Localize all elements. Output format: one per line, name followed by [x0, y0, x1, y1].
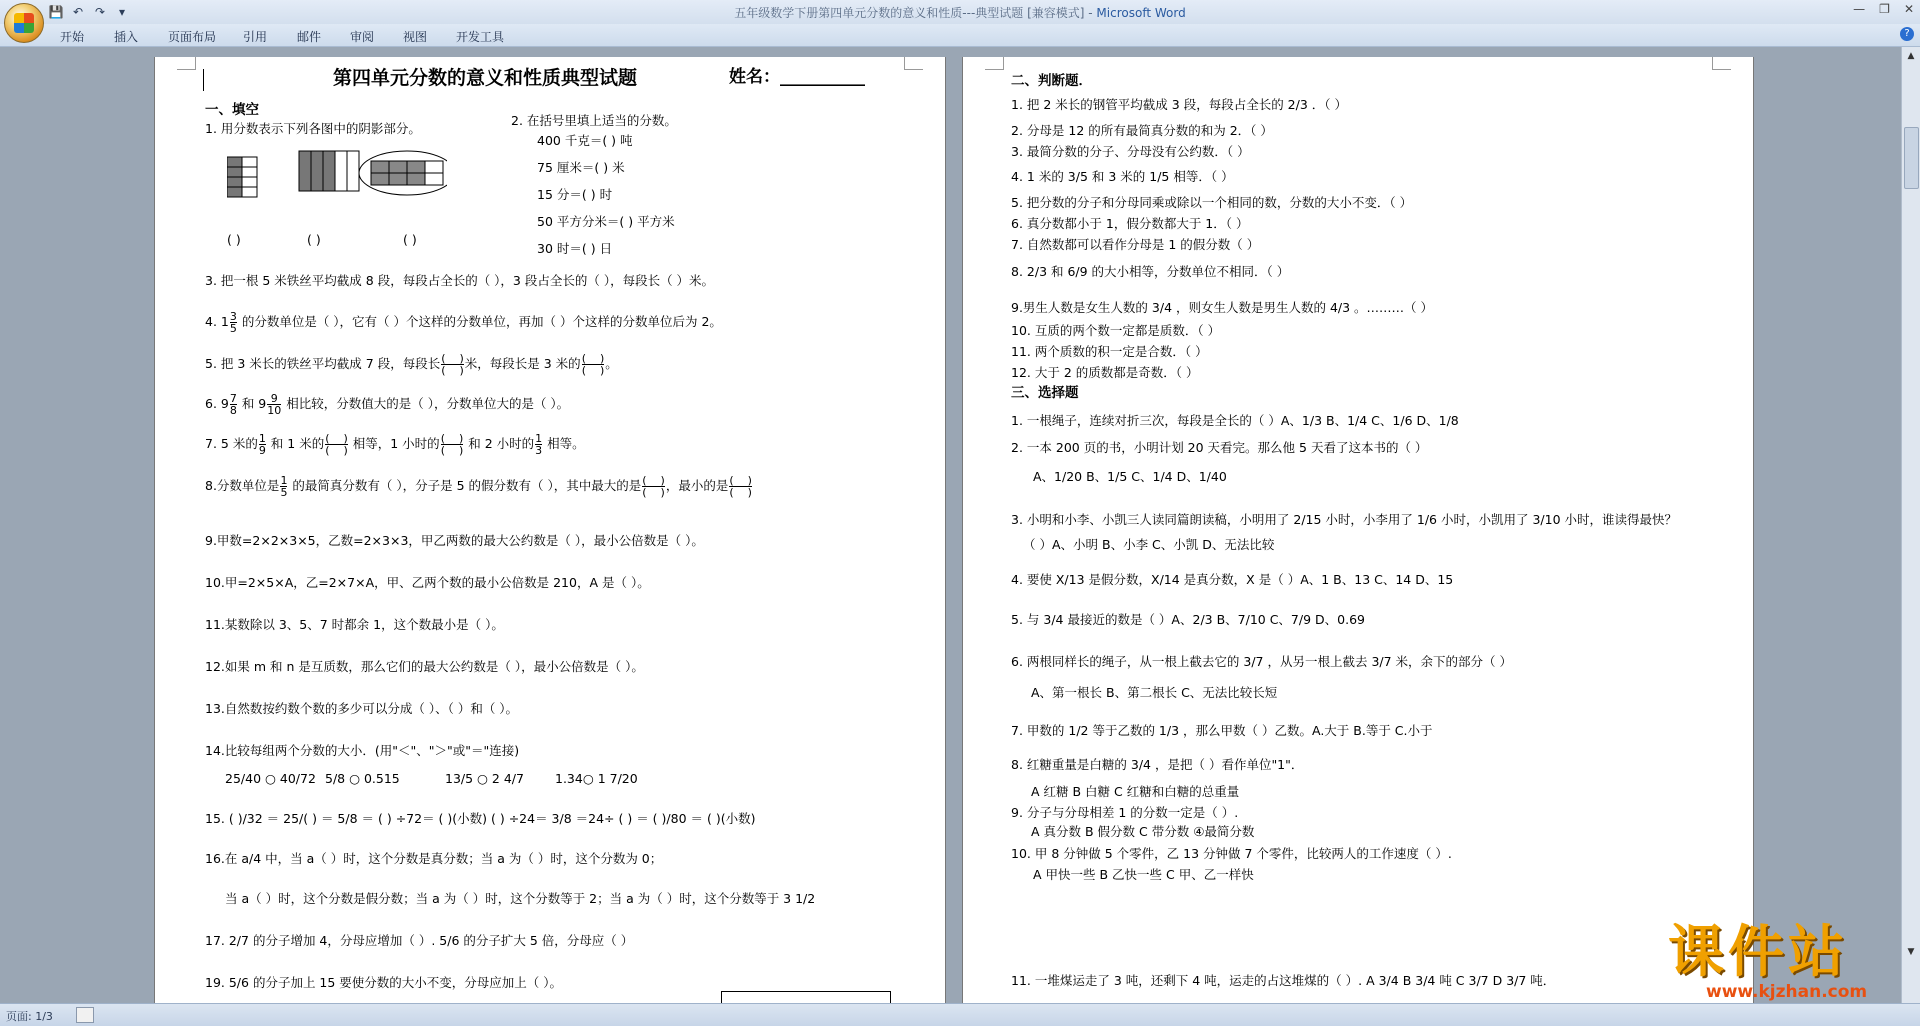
q2-item: 50 平方分米＝( ) 平方米	[537, 214, 675, 229]
scroll-up-icon[interactable]: ▲	[1907, 51, 1915, 61]
fraction-denominator: 5	[229, 322, 237, 335]
figure-rectangle-b	[299, 151, 359, 191]
office-logo-icon	[14, 13, 34, 33]
fraction-blank[interactable]: $\frac{( )}{( )}$	[441, 352, 464, 377]
tab-insert[interactable]: 插入	[114, 30, 139, 44]
watermark-logo: 课件站	[1668, 919, 1848, 985]
q14-item: 13/5 ○ 2 4/7	[445, 771, 524, 786]
q1-blank-a[interactable]: ( )	[227, 232, 241, 247]
name-label: 姓名：__________	[729, 67, 865, 87]
q8-text: ，最小的是	[665, 478, 729, 493]
shaded-figures	[227, 137, 447, 217]
q5-text: 米，每段长是 3 米的	[464, 356, 581, 371]
tf-11: 11. 两个质数的积一定是合数．（ ）	[1011, 344, 1208, 359]
tab-mailings[interactable]: 邮件	[297, 30, 322, 44]
mc-6: 6. 两根同样长的绳子，从一根上截去它的 3/7 ，从另一根上截去 3/7 米，余下的部分（ ）	[1011, 654, 1513, 669]
tf-5: 5. 把分数的分子和分母同乘或除以一个相同的数，分数的大小不变．（ ）	[1011, 195, 1413, 210]
mc-2: 2. 一本 200 页的书，小明计划 20 天看完。那么他 5 天看了这本书的（ ）	[1011, 440, 1428, 455]
q14-item: 5/8 ○ 0.515	[325, 771, 400, 786]
save-icon[interactable]: 💾	[48, 5, 64, 19]
fraction-blank[interactable]: $\frac{( )}{( )}$	[729, 474, 752, 499]
question-17: 17. 2/7 的分子增加 4，分母应增加（ ）. 5/6 的分子扩大 5 倍，分母应（ ）	[205, 933, 634, 948]
question-12: 12.如果 m 和 n 是互质数，那么它们的最大公约数是（ ），最小公倍数是（ ）。	[205, 659, 644, 674]
tab-references[interactable]: 引用	[243, 30, 268, 44]
mc-1: 1. 一根绳子，连续对折三次，每段是全长的（ ）A、1/3 B、1/4 C、1/6 D、1/8	[1011, 413, 1459, 428]
tf-8: 8. 2/3 和 6/9 的大小相等，分数单位不相同．（ ）	[1011, 264, 1290, 279]
q4-text: 的分数单位是（ ），它有（ ）个这样的分数单位，再加（ ）个这样的分数单位后为 2。	[237, 314, 722, 329]
fraction: $\frac{7}{8}$	[229, 392, 237, 417]
page-count[interactable]: 页面: 1/3	[6, 1010, 53, 1023]
document-page-1[interactable]	[155, 57, 945, 1003]
question-10: 10.甲=2×5×A，乙=2×7×A，甲、乙两个数的最小公倍数是 210，A 是（ ）。	[205, 575, 650, 590]
mc-11: 11. 一堆煤运走了 3 吨，还剩下 4 吨，运走的占这堆煤的（ ）. A 3/4 B 3/4 吨 C 3/7 D 3/7 吨．	[1011, 973, 1556, 988]
question-3: 3. 把一根 5 米铁丝平均截成 8 段，每段占全长的（ ），3 段占全长的（ ），每段长（ ）米。	[205, 273, 715, 288]
q5-text: 。	[605, 356, 618, 371]
mc-6-options: A、第一根长 B、第二根长 C、无法比较长短	[1031, 685, 1278, 700]
tf-7: 7. 自然数都可以看作分母是 1 的假分数（ ）	[1011, 237, 1260, 252]
section-fill-blank: 一、填空	[205, 102, 259, 118]
tab-page-layout[interactable]: 页面布局	[168, 30, 217, 44]
tf-10: 10. 互质的两个数一定都是质数．（ ）	[1011, 323, 1221, 338]
tf-6: 6. 真分数都小于 1，假分数都大于 1．（ ）	[1011, 216, 1249, 231]
mc-9-options: A 真分数 B 假分数 C 带分数 ④最简分数	[1031, 824, 1255, 839]
window-title	[0, 4, 1920, 21]
fraction-numerator: 3	[229, 310, 237, 323]
question-11: 11.某数除以 3、5、7 时都余 1，这个数最小是（ ）。	[205, 617, 504, 632]
minimize-button[interactable]: —	[1853, 2, 1866, 16]
fraction: $\frac{1}{9}$	[258, 432, 266, 457]
q7-text: 相等。	[543, 436, 585, 451]
question-15: 15. ( )/32 ＝ 25/( ) ＝ 5/8 ＝ ( ) ÷72＝ ( )(小数) ( ) ÷24＝ 3/8 ＝24÷ ( ) ＝ ( )/80 ＝ ( )(小数)	[205, 811, 756, 826]
mc-7: 7. 甲数的 1/2 等于乙数的 1/3 ，那么甲数（ ）乙数。A.大于 B.等于 C.小于	[1011, 723, 1433, 738]
scroll-down-icon[interactable]: ▼	[1907, 947, 1915, 957]
tf-2: 2. 分母是 12 的所有最简真分数的和为 2．（ ）	[1011, 123, 1273, 138]
figure-ellipse-c	[359, 151, 447, 195]
question-13: 13.自然数按约数个数的多少可以分成（ ）、（ ）和（ ）。	[205, 701, 519, 716]
app-name: Microsoft Word	[1096, 6, 1186, 20]
tab-developer[interactable]: 开发工具	[456, 30, 505, 44]
q4-prefix: 4. 1	[205, 314, 229, 329]
question-9: 9.甲数=2×2×3×5，乙数=2×3×3，甲乙两数的最大公约数是（ ），最小公倍数是（ ）。	[205, 533, 704, 548]
mc-9: 9. 分子与分母相差 1 的分数一定是（ ）.	[1011, 805, 1239, 820]
section-multiple-choice: 三、选择题	[1011, 385, 1079, 401]
tab-review[interactable]: 审阅	[350, 30, 375, 44]
mc-4: 4. 要使 X/13 是假分数，X/14 是真分数，X 是（ ）A、1 B、13 C、14 D、15	[1011, 572, 1454, 587]
tf-1: 1. 把 2 米长的钢管平均截成 3 段，每段占全长的 2/3 ．（ ）	[1011, 97, 1347, 112]
help-icon[interactable]: ?	[1900, 27, 1914, 41]
q6-text: 相比较，分数值大的是（ ），分数单位大的是（ ）。	[282, 396, 570, 411]
crop-mark	[985, 57, 1004, 70]
figure-rectangle-a	[227, 157, 257, 197]
q6-text: 6. 9	[205, 396, 229, 411]
document-workspace	[0, 47, 1902, 1003]
fraction: $\frac{1}{3}$	[535, 432, 543, 457]
question-4	[205, 311, 722, 334]
q2-item: 75 厘米＝( ) 米	[537, 160, 625, 175]
fraction: $\frac{1}{5}$	[280, 474, 288, 499]
mc-5: 5. 与 3/4 最接近的数是（ ）A、2/3 B、7/10 C、7/9 D、0.69	[1011, 612, 1365, 627]
q2-item: 400 千克＝( ) 吨	[537, 133, 633, 148]
fraction-blank[interactable]: $\frac{( )}{( )}$	[440, 432, 464, 457]
fraction-blank[interactable]: $\frac{( )}{( )}$	[581, 352, 605, 377]
tf-9: 9.男生人数是女生人数的 3/4 ，则女生人数是男生人数的 4/3 。………（ ）	[1011, 300, 1434, 315]
q6-text: 和 9	[237, 396, 267, 411]
crop-mark	[1712, 57, 1731, 70]
q1-blank-b[interactable]: ( )	[307, 232, 321, 247]
q2-item: 30 时＝( ) 日	[537, 241, 613, 256]
q7-text: 7. 5 米的	[205, 436, 258, 451]
question-16a: 16.在 a/4 中，当 a（ ）时，这个分数是真分数；当 a 为（ ）时，这个分数为 0；	[205, 851, 663, 866]
fraction: $\frac{9}{10}$	[267, 392, 282, 417]
ribbon-tabs	[0, 24, 1920, 47]
question-14: 14.比较每组两个分数的大小．(用"＜"、"＞"或"＝"连接)	[205, 743, 520, 758]
question-2: 2. 在括号里填上适当的分数。	[511, 113, 677, 128]
tf-12: 12. 大于 2 的质数都是奇数．（ ）	[1011, 365, 1199, 380]
q1-blank-c[interactable]: ( )	[403, 232, 417, 247]
office-button[interactable]	[4, 3, 44, 43]
page-title: 第四单元分数的意义和性质典型试题	[333, 67, 638, 89]
q14-item: 25/40 ○ 40/72	[225, 771, 316, 786]
tab-view[interactable]: 视图	[403, 30, 428, 44]
document-title: 五年级数学下册第四单元分数的意义和性质---典型试题 [兼容模式] -	[734, 6, 1097, 20]
fraction-blank[interactable]: $\frac{( )}{( )}$	[642, 474, 665, 499]
fraction-blank[interactable]: $\frac{( )}{( )}$	[325, 432, 348, 457]
question-5	[205, 353, 618, 376]
mc-2-options: A、1/20 B、1/5 C、1/4 D、1/40	[1033, 469, 1227, 484]
text-box[interactable]	[721, 991, 891, 1003]
tab-home[interactable]: 开始	[60, 30, 85, 44]
question-6	[205, 393, 569, 416]
undo-icon[interactable]: ↶	[72, 5, 84, 19]
maximize-button[interactable]: ❐	[1879, 2, 1890, 16]
vertical-scrollbar[interactable]	[1901, 47, 1920, 1003]
customize-qat-icon[interactable]: ▾	[118, 5, 126, 19]
text-cursor	[203, 69, 204, 91]
tf-4: 4. 1 米的 3/5 和 3 米的 1/5 相等．（ ）	[1011, 169, 1234, 184]
window-controls	[1853, 2, 1914, 16]
q2-item: 15 分＝( ) 时	[537, 187, 613, 202]
q7-text: 相等，1 小时的	[348, 436, 440, 451]
document-page-2[interactable]	[963, 57, 1753, 1003]
q8-text: 8.分数单位是	[205, 478, 280, 493]
crop-mark	[177, 57, 196, 70]
question-19: 19. 5/6 的分子加上 15 要使分数的大小不变，分母应加上（ ）。	[205, 975, 563, 990]
question-16b: 当 a（ ）时，这个分数是假分数；当 a 为（ ）时，这个分数等于 2；当 a 为（ ）时，这个分数等于 3 1/2	[225, 891, 816, 906]
q5-text: 5. 把 3 米长的铁丝平均截成 7 段，每段长	[205, 356, 441, 371]
mc-3: 3. 小明和小李、小凯三人读同篇朗读稿，小明用了 2/15 小时，小李用了 1/6 小时，小凯用了 3/10 小时，谁读得最快？	[1011, 512, 1677, 527]
mc-8-options: A 红糖 B 白糖 C 红糖和白糖的总重量	[1031, 784, 1240, 799]
mc-3-options: （ ）A、小明 B、小李 C、小凯 D、无法比较	[1023, 537, 1275, 552]
title-bar	[0, 0, 1920, 24]
mc-10: 10. 甲 8 分钟做 5 个零件，乙 13 分钟做 7 个零件，比较两人的工作速度（ ）.	[1011, 846, 1452, 861]
mc-10-options: A 甲快一些 B 乙快一些 C 甲、乙一样快	[1033, 867, 1254, 882]
q7-text: 和 1 米的	[266, 436, 325, 451]
question-8	[205, 475, 753, 498]
watermark-url: www.kjzhan.com	[1706, 982, 1868, 1002]
close-button[interactable]: ✕	[1903, 2, 1914, 16]
redo-icon[interactable]: ↷	[94, 5, 106, 19]
mc-8: 8. 红糖重量是白糖的 3/4 ，是把（ ）看作单位"1"．	[1011, 757, 1304, 772]
q8-text: 的最简真分数有（ ），分子是 5 的假分数有（ ），其中最大的是	[288, 478, 642, 493]
tf-3: 3. 最简分数的分子、分母没有公约数．（ ）	[1011, 144, 1250, 159]
q7-text: 和 2 小时的	[464, 436, 535, 451]
question-7	[205, 433, 585, 456]
fraction	[230, 311, 237, 334]
proofing-icon[interactable]	[76, 1007, 94, 1023]
q14-item: 1.34○ 1 7/20	[555, 771, 638, 786]
crop-mark	[904, 57, 923, 70]
status-bar	[0, 1003, 1920, 1026]
question-1: 1. 用分数表示下列各图中的阴影部分。	[205, 121, 421, 136]
section-true-false: 二、判断题．	[1011, 73, 1092, 89]
scroll-thumb[interactable]	[1904, 127, 1919, 189]
